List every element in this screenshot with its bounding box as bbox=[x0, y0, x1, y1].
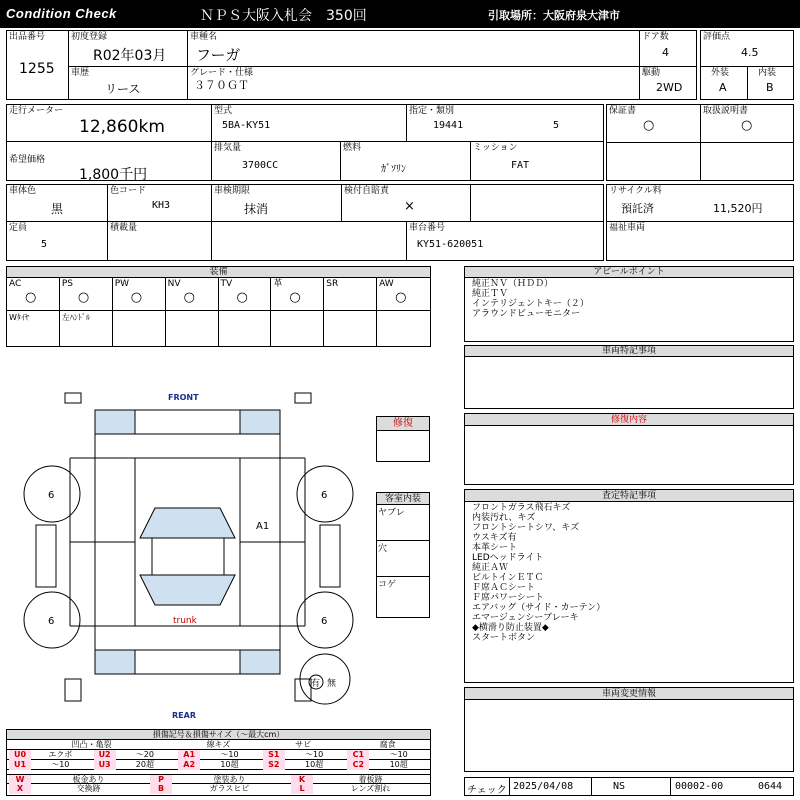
legend-row-4 bbox=[7, 784, 430, 795]
car-name-label: 車種名 bbox=[190, 32, 218, 42]
liability-cell bbox=[341, 184, 471, 222]
inspection-label: 車検期限 bbox=[214, 186, 251, 196]
legend-desc: 交換跡 bbox=[76, 784, 101, 793]
model-cell bbox=[211, 104, 407, 142]
blank-cell-2 bbox=[211, 221, 407, 261]
grade-value: ３７０ＧＴ bbox=[194, 79, 249, 92]
grade-cell bbox=[187, 66, 640, 100]
welfare-label: 福祉車両 bbox=[609, 223, 646, 233]
code-1: 00002-00 bbox=[675, 781, 724, 792]
lot-number: 1255 bbox=[19, 61, 55, 77]
equipment-cell bbox=[113, 278, 166, 311]
inspection-note-line: 内装汚れ、キズ bbox=[472, 513, 536, 523]
header-bar bbox=[0, 0, 800, 28]
int-cell bbox=[747, 66, 794, 100]
legend-code: U0 bbox=[9, 750, 31, 760]
equipment-name: AW bbox=[379, 279, 394, 289]
legend-desc: ～10 bbox=[389, 750, 408, 759]
equipment-mark: ○ bbox=[236, 290, 248, 305]
load-label: 積載量 bbox=[110, 223, 138, 233]
car-diagram bbox=[0, 385, 380, 725]
equipment-cell bbox=[271, 311, 324, 346]
manual-label: 取扱説明書 bbox=[703, 106, 749, 116]
chassis-cell bbox=[406, 221, 604, 261]
equipment-mark: ○ bbox=[183, 290, 195, 305]
equipment-name: PW bbox=[114, 279, 130, 289]
recycle-status: 預託済 bbox=[621, 202, 654, 215]
legend-desc: 着板跡 bbox=[358, 775, 383, 784]
doors-label: ドア数 bbox=[642, 32, 669, 42]
first-reg-value: R02年03月 bbox=[93, 48, 167, 64]
legend-desc: 10超 bbox=[220, 760, 239, 769]
body-color-value: 黒 bbox=[51, 202, 64, 216]
capacity-value: 5 bbox=[41, 239, 48, 250]
fuel-value: ｶﾞｿﾘﾝ bbox=[381, 164, 406, 175]
int-label: 内装 bbox=[758, 68, 777, 78]
special-notes-box bbox=[464, 345, 794, 409]
legend-group: 凹凸・亀裂 bbox=[71, 740, 112, 749]
first-reg-label: 初度登録 bbox=[71, 32, 108, 42]
legend-code: A2 bbox=[178, 760, 200, 770]
equipment-mark: ○ bbox=[395, 290, 407, 305]
equipment-title: 装備 bbox=[7, 267, 430, 278]
mission-cell bbox=[470, 141, 604, 181]
legend-desc: 20超 bbox=[135, 760, 154, 769]
equipment-mark: ○ bbox=[77, 290, 90, 305]
legend-row-3 bbox=[7, 774, 430, 784]
drive-cell bbox=[639, 66, 697, 100]
inspection-note-line: Ｆ席ＡＣシート bbox=[472, 583, 536, 593]
inspection-note-line: フロントシートシワ、キズ bbox=[472, 523, 580, 533]
price-label: 希望価格 bbox=[9, 155, 46, 165]
cabin-item-hole: 穴 bbox=[378, 544, 388, 554]
legend-code: L bbox=[291, 784, 313, 794]
check-label: チェック bbox=[467, 785, 507, 796]
legend-code: U3 bbox=[94, 760, 116, 770]
equipment-cell bbox=[219, 278, 272, 311]
legend-code: S2 bbox=[263, 760, 285, 770]
rear-label: REAR bbox=[172, 711, 196, 720]
legend-desc: 板金あり bbox=[72, 775, 105, 784]
equipment-cell bbox=[60, 278, 113, 311]
warranty-cell bbox=[606, 104, 701, 181]
mileage-label: 走行メーター bbox=[9, 106, 64, 116]
manual-cell bbox=[700, 104, 794, 181]
legend-code: S1 bbox=[263, 750, 285, 760]
car-name-value: フーガ bbox=[196, 46, 241, 64]
displacement-value: 3700CC bbox=[242, 160, 279, 171]
equipment-mark: ○ bbox=[289, 290, 301, 305]
equipment-cell bbox=[60, 311, 113, 346]
appeal-line: アラウンドビューモニター bbox=[472, 309, 581, 319]
equipment-cell bbox=[377, 311, 430, 346]
legend-desc: ～10 bbox=[305, 750, 324, 759]
model-label: 型式 bbox=[214, 106, 233, 116]
liability-label: 検付自賠責 bbox=[344, 186, 390, 196]
equipment-name: TV bbox=[220, 279, 233, 289]
inspection-note-line: Ｆ席パワーシート bbox=[472, 593, 544, 603]
color-code-cell bbox=[107, 184, 212, 222]
chassis-value: KY51-620051 bbox=[417, 239, 484, 250]
history-value: リース bbox=[105, 82, 141, 96]
tire-front-right: 6 bbox=[321, 490, 328, 501]
repair-box bbox=[376, 416, 430, 462]
equipment-mark: ○ bbox=[25, 290, 37, 305]
recycle-cell bbox=[606, 184, 794, 222]
chassis-label: 車台番号 bbox=[409, 223, 446, 233]
fuel-cell bbox=[340, 141, 471, 181]
legend-desc: ～10 bbox=[51, 760, 70, 769]
mission-label: ミッション bbox=[473, 143, 518, 153]
cabin-box bbox=[376, 492, 430, 618]
class-value: 5 bbox=[553, 120, 560, 131]
inspection-note-line: 純正ＡＷ bbox=[472, 563, 509, 573]
checker: NS bbox=[613, 781, 626, 792]
appeal-line: 純正ＴＶ bbox=[472, 289, 509, 299]
equipment-cell bbox=[324, 311, 377, 346]
legend-box bbox=[6, 729, 431, 796]
header-title: Condition Check bbox=[6, 6, 117, 21]
lot-cell bbox=[6, 30, 69, 100]
tire-rear-left: 6 bbox=[48, 616, 55, 627]
body-color-label: 車体色 bbox=[9, 186, 37, 196]
first-reg-cell bbox=[68, 30, 188, 67]
legend-code: U1 bbox=[9, 760, 31, 770]
equipment-row-2 bbox=[7, 311, 430, 346]
legend-desc: レンズ割れ bbox=[350, 784, 391, 793]
equipment-cell bbox=[7, 311, 60, 346]
inspection-note-line: フロントガラス飛石キズ bbox=[472, 503, 571, 513]
appeal-title: アピールポイント bbox=[465, 267, 793, 278]
equipment-cell bbox=[166, 311, 219, 346]
lot-label: 出品番号 bbox=[9, 32, 46, 42]
doors-cell bbox=[639, 30, 697, 67]
cabin-title: 客室内装 bbox=[377, 493, 429, 505]
legend-code: X bbox=[9, 784, 31, 794]
inspection-notes-title: 査定特記事項 bbox=[465, 490, 793, 502]
inspection-note-line: ウスキズ有 bbox=[472, 533, 517, 543]
legend-group: サビ bbox=[295, 740, 312, 749]
inspection-note-line: スタートボタン bbox=[472, 633, 536, 643]
inspection-cell bbox=[211, 184, 342, 222]
front-label: FRONT bbox=[168, 393, 199, 402]
equipment-row-1 bbox=[7, 278, 430, 311]
damage-mark-a1: A1 bbox=[256, 521, 270, 532]
equipment-name: SR bbox=[326, 279, 339, 289]
equipment-cell bbox=[113, 311, 166, 346]
inspection-note-line: 本革シート bbox=[472, 543, 518, 553]
mileage-cell bbox=[6, 104, 212, 142]
repair-detail-title: 修復内容 bbox=[465, 414, 793, 426]
inspection-notes-lines bbox=[472, 503, 605, 643]
recycle-label: リサイクル料 bbox=[609, 186, 662, 196]
inspection-note-line: エマージェンシーブレーキ bbox=[472, 613, 579, 623]
repair-detail-box bbox=[464, 413, 794, 485]
check-date: 2025/04/08 bbox=[513, 781, 574, 792]
model-value: 5BA-KY51 bbox=[222, 120, 271, 131]
pickup-location: 引取場所：大阪府泉大津市 bbox=[488, 9, 620, 22]
drive-label: 駆動 bbox=[642, 68, 661, 78]
score-value: 4.5 bbox=[741, 46, 759, 59]
cabin-item-tear: ヤブレ bbox=[378, 508, 405, 518]
displacement-label: 排気量 bbox=[214, 143, 242, 153]
inspection-note-line: LEDヘッドライト bbox=[472, 553, 544, 563]
ext-cell bbox=[700, 66, 748, 100]
legend-title: 損傷記号＆損傷サイズ（～最大cm） bbox=[7, 730, 430, 740]
inspection-note-line: エアバッグ（サイド・カーテン） bbox=[472, 603, 606, 613]
legend-group: 腐食 bbox=[379, 740, 396, 749]
fuel-label: 燃料 bbox=[343, 143, 362, 153]
manual-value: ○ bbox=[741, 118, 753, 133]
recycle-fee: 11,520円 bbox=[713, 202, 763, 215]
price-cell bbox=[6, 141, 212, 181]
equipment-cell bbox=[271, 278, 324, 311]
equipment-mark: ○ bbox=[130, 290, 143, 305]
circle-suffix: 無 bbox=[327, 679, 337, 689]
tire-front-left: 6 bbox=[48, 490, 55, 501]
legend-desc: 10超 bbox=[389, 760, 408, 769]
grade-label: グレード・仕様 bbox=[190, 68, 254, 78]
mileage-value: 12,860km bbox=[79, 117, 165, 137]
legend-groups bbox=[7, 740, 430, 750]
capacity-cell bbox=[6, 221, 108, 261]
change-info-box bbox=[464, 687, 794, 772]
drive-value: 2WD bbox=[656, 81, 683, 94]
special-notes-title: 車両特記事項 bbox=[465, 346, 793, 357]
tire-rear-right: 6 bbox=[321, 616, 328, 627]
equipment-name: AC bbox=[9, 279, 22, 289]
legend-row-2 bbox=[7, 760, 430, 770]
displacement-cell bbox=[211, 141, 341, 181]
designation-value: 19441 bbox=[433, 120, 464, 131]
appeal-line: インテリジェントキー（２） bbox=[472, 299, 589, 309]
legend-code: P bbox=[150, 775, 172, 785]
history-label: 車歴 bbox=[71, 68, 90, 78]
legend-desc: ガラスヒビ bbox=[209, 784, 250, 793]
appeal-lines bbox=[472, 279, 589, 319]
score-label: 評価点 bbox=[703, 32, 731, 42]
capacity-label: 定員 bbox=[9, 223, 28, 233]
liability-value: × bbox=[404, 199, 415, 214]
inspection-note-line: ◆横滑り防止装置◆ bbox=[472, 623, 549, 633]
legend-group: 線キズ bbox=[206, 740, 231, 749]
inspection-notes-box bbox=[464, 489, 794, 683]
history-cell bbox=[68, 66, 188, 100]
inspection-value: 抹消 bbox=[244, 202, 269, 216]
warranty-value: ○ bbox=[643, 118, 655, 133]
inspection-note-line: ビルトインＥＴＣ bbox=[472, 573, 544, 583]
legend-code: W bbox=[9, 775, 31, 785]
legend-row-1 bbox=[7, 750, 430, 760]
legend-desc: ～20 bbox=[135, 750, 154, 759]
category-label: 指定・類別 bbox=[409, 106, 455, 116]
legend-code: A1 bbox=[178, 750, 200, 760]
car-name-cell bbox=[187, 30, 640, 67]
warranty-label: 保証書 bbox=[609, 106, 637, 116]
legend-desc: ～10 bbox=[220, 750, 239, 759]
legend-desc: エクボ bbox=[48, 750, 73, 759]
blank-cell-1 bbox=[470, 184, 604, 222]
load-cell bbox=[107, 221, 212, 261]
equipment-name: PS bbox=[61, 279, 74, 289]
category-cell bbox=[406, 104, 604, 142]
legend-code: K bbox=[291, 775, 313, 785]
score-cell bbox=[700, 30, 794, 67]
code-2: 0644 bbox=[758, 781, 783, 792]
mission-value: FAT bbox=[511, 160, 530, 171]
equipment-cell bbox=[166, 278, 219, 311]
cabin-item-burn: コゲ bbox=[378, 580, 397, 590]
auction-name: ＮＰＳ大阪入札会 350回 bbox=[200, 8, 367, 24]
welfare-cell bbox=[606, 221, 794, 261]
ext-label: 外装 bbox=[711, 68, 730, 78]
int-value: B bbox=[766, 81, 774, 94]
equipment-name: 左ﾊﾝﾄﾞﾙ bbox=[61, 313, 90, 322]
legend-code: C1 bbox=[347, 750, 369, 760]
legend-desc: 塗装あり bbox=[213, 775, 246, 784]
legend-code: C2 bbox=[347, 760, 369, 770]
equipment-name: NV bbox=[167, 279, 181, 289]
legend-code: U2 bbox=[94, 750, 116, 760]
legend-code: B bbox=[150, 784, 172, 794]
footer-check bbox=[464, 777, 794, 796]
repair-title: 修復 bbox=[377, 417, 429, 431]
equipment-cell bbox=[219, 311, 272, 346]
color-code-label: 色コード bbox=[110, 186, 147, 196]
trunk-label: trunk bbox=[173, 616, 197, 626]
body-color-cell bbox=[6, 184, 108, 222]
appeal-line: 純正ＮＶ（ＨＤＤ） bbox=[472, 279, 554, 289]
equipment-panel bbox=[6, 266, 431, 347]
doors-value: 4 bbox=[662, 46, 669, 59]
equipment-name: Wﾀｲﾔ bbox=[9, 313, 29, 322]
equipment-cell bbox=[377, 278, 430, 311]
color-code-value: KH3 bbox=[152, 200, 171, 211]
change-info-title: 車両変更情報 bbox=[465, 688, 793, 700]
appeal-box bbox=[464, 266, 794, 342]
circle-text: 有 bbox=[311, 679, 321, 689]
equipment-name: 革 bbox=[273, 279, 283, 289]
legend-desc: 10超 bbox=[305, 760, 324, 769]
ext-value: A bbox=[719, 81, 727, 94]
price-value: 1,800千円 bbox=[79, 167, 148, 183]
equipment-cell bbox=[324, 278, 377, 311]
equipment-cell bbox=[7, 278, 60, 311]
